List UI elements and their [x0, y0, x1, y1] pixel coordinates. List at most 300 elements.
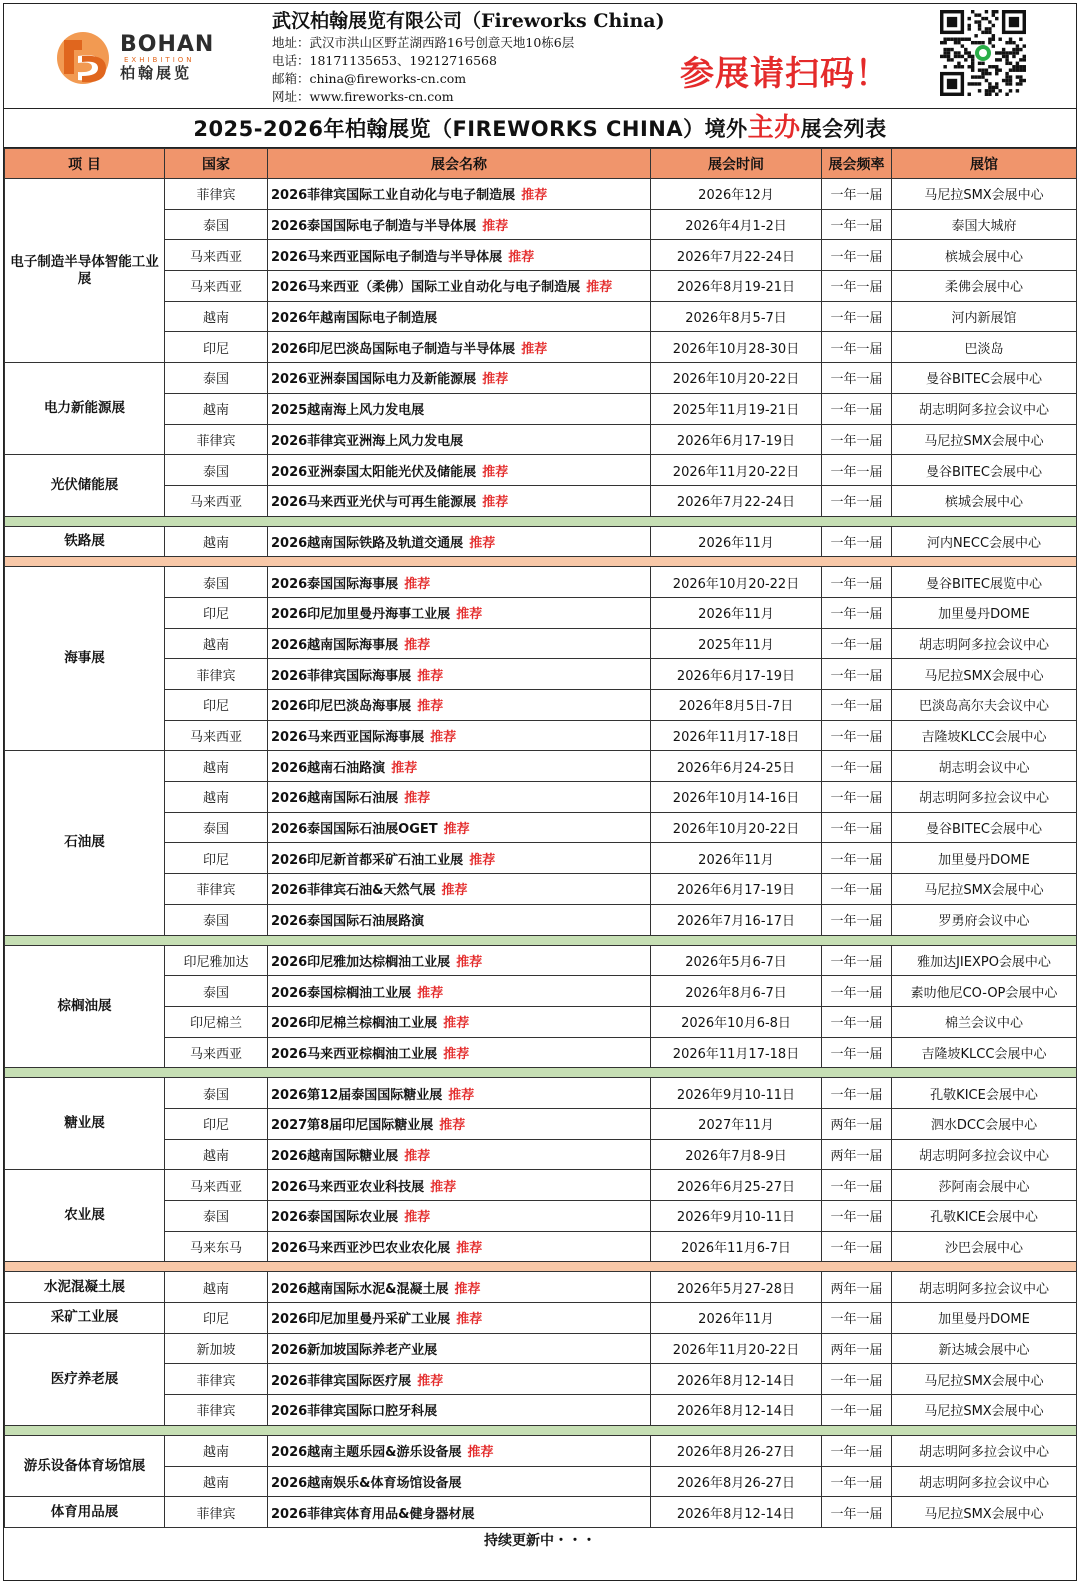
recommend-badge: 推荐 — [482, 495, 509, 511]
category-cell: 农业展 — [5, 1170, 165, 1262]
recommend-badge: 推荐 — [443, 822, 470, 838]
table-body — [5, 179, 1077, 1528]
exhibition-name-cell — [268, 1466, 651, 1497]
category-cell: 棕榈油展 — [5, 945, 165, 1068]
venue-cell: 曼谷BITEC会展中心 — [892, 455, 1077, 486]
exhibition-name-cell — [268, 271, 651, 302]
table-row — [5, 1435, 1077, 1466]
category-cell: 铁路展 — [5, 526, 165, 557]
venue-cell: 曼谷BITEC会展中心 — [892, 812, 1077, 843]
column-header-category: 项 目 — [5, 149, 165, 179]
frequency-cell: 一年一届 — [822, 945, 892, 976]
exhibition-name-cell — [268, 1364, 651, 1395]
recommend-badge: 推荐 — [456, 954, 483, 970]
frequency-cell: 一年一届 — [822, 1231, 892, 1262]
table-header-row — [5, 149, 1077, 179]
table-row — [5, 1108, 1077, 1139]
category-cell: 医疗养老展 — [5, 1333, 165, 1425]
category-cell: 采矿工业展 — [5, 1303, 165, 1334]
exhibition-name-cell — [268, 1497, 651, 1528]
exhibition-name-cell — [268, 690, 651, 721]
country-cell: 印尼棉兰 — [165, 1006, 268, 1037]
date-cell: 2026年8月5日-7日 — [651, 690, 822, 721]
frequency-cell: 一年一届 — [822, 485, 892, 516]
frequency-cell: 两年一届 — [822, 1108, 892, 1139]
table-row — [5, 332, 1077, 363]
exhibition-name-cell — [268, 976, 651, 1007]
venue-cell: 胡志明阿多拉会议中心 — [892, 628, 1077, 659]
recommend-badge: 推荐 — [482, 464, 509, 480]
column-header-frequency: 展会频率 — [822, 149, 892, 179]
exhibition-table — [4, 148, 1077, 1528]
exhibition-name-cell — [268, 1395, 651, 1426]
frequency-cell: 一年一届 — [822, 393, 892, 424]
country-cell: 马来东马 — [165, 1231, 268, 1262]
date-cell: 2026年7月8-9日 — [651, 1139, 822, 1170]
country-cell: 越南 — [165, 751, 268, 782]
date-cell: 2026年10月20-22日 — [651, 812, 822, 843]
column-header-date: 展会时间 — [651, 149, 822, 179]
date-cell: 2026年4月1-2日 — [651, 209, 822, 240]
table-row — [5, 301, 1077, 332]
date-cell: 2026年8月19-21日 — [651, 271, 822, 302]
venue-cell: 罗勇府会议中心 — [892, 904, 1077, 935]
country-cell: 印尼 — [165, 1108, 268, 1139]
country-cell: 印尼 — [165, 1303, 268, 1334]
venue-cell: 马尼拉SMX会展中心 — [892, 1497, 1077, 1528]
date-cell: 2025年11月19-21日 — [651, 393, 822, 424]
section-divider — [5, 935, 1077, 945]
table-row — [5, 485, 1077, 516]
exhibition-name: 2026亚洲泰国太阳能光伏及储能展 — [271, 464, 477, 480]
recommend-badge: 推荐 — [430, 1179, 457, 1195]
logo-english-name: BOHAN — [120, 32, 215, 57]
date-cell: 2026年7月22-24日 — [651, 485, 822, 516]
country-cell: 泰国 — [165, 812, 268, 843]
exhibition-name-cell — [268, 424, 651, 455]
date-cell: 2026年6月25-27日 — [651, 1170, 822, 1201]
category-cell: 体育用品展 — [5, 1497, 165, 1528]
country-cell: 泰国 — [165, 209, 268, 240]
category-cell: 石油展 — [5, 751, 165, 935]
table-row — [5, 690, 1077, 721]
date-cell: 2026年5月27-28日 — [651, 1272, 822, 1303]
table-row — [5, 782, 1077, 813]
venue-cell: 棉兰会议中心 — [892, 1006, 1077, 1037]
section-divider-cell — [5, 516, 1077, 526]
date-cell: 2027年11月 — [651, 1108, 822, 1139]
frequency-cell: 一年一届 — [822, 1466, 892, 1497]
category-cell: 水泥混凝土展 — [5, 1272, 165, 1303]
country-cell: 马来西亚 — [165, 1037, 268, 1068]
date-cell: 2026年11月 — [651, 843, 822, 874]
country-cell: 泰国 — [165, 567, 268, 598]
recommend-badge: 推荐 — [430, 730, 457, 746]
exhibition-name: 2026马来西亚国际电子制造与半导体展 — [271, 249, 503, 265]
frequency-cell: 一年一届 — [822, 976, 892, 1007]
table-row — [5, 843, 1077, 874]
table-row — [5, 1078, 1077, 1109]
exhibition-name: 2026越南国际海事展 — [271, 637, 399, 653]
date-cell: 2026年10月20-22日 — [651, 363, 822, 394]
exhibition-name-cell — [268, 1170, 651, 1201]
country-cell: 泰国 — [165, 976, 268, 1007]
table-row — [5, 240, 1077, 271]
date-cell: 2026年10月14-16日 — [651, 782, 822, 813]
category-cell: 光伏储能展 — [5, 455, 165, 516]
frequency-cell: 一年一届 — [822, 1303, 892, 1334]
exhibition-name: 2026菲律宾石油&天然气展 — [271, 883, 436, 899]
table-row — [5, 1006, 1077, 1037]
date-cell: 2026年8月26-27日 — [651, 1466, 822, 1497]
recommend-badge: 推荐 — [456, 607, 483, 623]
recommend-badge: 推荐 — [404, 637, 431, 653]
table-row — [5, 751, 1077, 782]
frequency-cell: 一年一届 — [822, 567, 892, 598]
table-row — [5, 1231, 1077, 1262]
section-divider — [5, 1262, 1077, 1272]
exhibition-name-cell — [268, 526, 651, 557]
exhibition-name-cell — [268, 720, 651, 751]
frequency-cell: 一年一届 — [822, 271, 892, 302]
date-cell: 2026年6月24-25日 — [651, 751, 822, 782]
company-info — [272, 8, 732, 106]
company-address: 地址：武汉市洪山区野芷湖西路16号创意天地10栋6层 — [272, 35, 575, 50]
date-cell: 2025年11月 — [651, 628, 822, 659]
country-cell: 菲律宾 — [165, 1395, 268, 1426]
exhibition-name: 2026马来西亚沙巴农业农化展 — [271, 1241, 451, 1257]
frequency-cell: 一年一届 — [822, 812, 892, 843]
table-row — [5, 904, 1077, 935]
country-cell: 越南 — [165, 1139, 268, 1170]
frequency-cell: 一年一届 — [822, 1395, 892, 1426]
venue-cell: 新达城会展中心 — [892, 1333, 1077, 1364]
section-divider — [5, 557, 1077, 567]
table-row — [5, 1466, 1077, 1497]
table-row — [5, 1364, 1077, 1395]
date-cell: 2026年11月 — [651, 1303, 822, 1334]
venue-cell: 沙巴会展中心 — [892, 1231, 1077, 1262]
frequency-cell: 一年一届 — [822, 1435, 892, 1466]
table-row — [5, 1497, 1077, 1528]
country-cell: 菲律宾 — [165, 179, 268, 210]
venue-cell: 马尼拉SMX会展中心 — [892, 874, 1077, 905]
column-header-country: 国家 — [165, 149, 268, 179]
exhibition-list-page — [3, 3, 1077, 1581]
recommend-badge: 推荐 — [404, 576, 431, 592]
country-cell: 印尼 — [165, 332, 268, 363]
recommend-badge: 推荐 — [439, 1118, 466, 1134]
date-cell: 2026年9月10-11日 — [651, 1201, 822, 1232]
frequency-cell: 一年一届 — [822, 720, 892, 751]
venue-cell: 吉隆坡KLCC会展中心 — [892, 1037, 1077, 1068]
recommend-badge: 推荐 — [441, 883, 468, 899]
exhibition-name: 2026亚洲泰国国际电力及新能源展 — [271, 372, 477, 388]
venue-cell: 河内新展馆 — [892, 301, 1077, 332]
recommend-badge: 推荐 — [417, 699, 444, 715]
exhibition-name: 2026菲律宾国际海事展 — [271, 668, 412, 684]
date-cell: 2026年8月12-14日 — [651, 1364, 822, 1395]
venue-cell: 马尼拉SMX会展中心 — [892, 659, 1077, 690]
table-row — [5, 720, 1077, 751]
frequency-cell: 一年一届 — [822, 526, 892, 557]
recommend-badge: 推荐 — [482, 219, 509, 235]
exhibition-name-cell — [268, 1272, 651, 1303]
exhibition-name: 2026泰国国际农业展 — [271, 1210, 399, 1226]
country-cell: 越南 — [165, 1466, 268, 1497]
frequency-cell: 一年一届 — [822, 455, 892, 486]
venue-cell: 胡志明阿多拉会议中心 — [892, 393, 1077, 424]
exhibition-name: 2026越南主题乐园&游乐设备展 — [271, 1445, 462, 1461]
company-website[interactable]: 网址：www.fireworks-cn.com — [272, 89, 454, 104]
exhibition-name: 2026年越南国际电子制造展 — [271, 311, 438, 327]
table-row — [5, 659, 1077, 690]
exhibition-name: 2026泰国国际石油展路演 — [271, 914, 425, 930]
exhibition-name-cell — [268, 1139, 651, 1170]
date-cell: 2026年8月6-7日 — [651, 976, 822, 1007]
document-title — [4, 109, 1076, 148]
company-email[interactable]: 邮箱：china@fireworks-cn.com — [272, 71, 467, 86]
recommend-badge: 推荐 — [469, 535, 496, 551]
date-cell: 2026年6月17-19日 — [651, 424, 822, 455]
exhibition-name: 2026第12届泰国国际糖业展 — [271, 1087, 443, 1103]
country-cell: 越南 — [165, 393, 268, 424]
exhibition-name: 2026印尼棉兰棕榈油工业展 — [271, 1016, 438, 1032]
frequency-cell: 一年一届 — [822, 1037, 892, 1068]
venue-cell: 加里曼丹DOME — [892, 1303, 1077, 1334]
footer-note: 持续更新中・・・ — [484, 1532, 596, 1549]
section-divider-cell — [5, 557, 1077, 567]
frequency-cell: 两年一届 — [822, 1272, 892, 1303]
venue-cell: 胡志明阿多拉会议中心 — [892, 782, 1077, 813]
exhibition-name: 2026越南国际水泥&混凝土展 — [271, 1281, 449, 1297]
frequency-cell: 一年一届 — [822, 209, 892, 240]
recommend-badge: 推荐 — [417, 1373, 444, 1389]
frequency-cell: 一年一届 — [822, 1078, 892, 1109]
frequency-cell: 一年一届 — [822, 1201, 892, 1232]
country-cell: 越南 — [165, 782, 268, 813]
table-row — [5, 271, 1077, 302]
country-cell: 新加坡 — [165, 1333, 268, 1364]
venue-cell: 巴淡岛 — [892, 332, 1077, 363]
table-row — [5, 976, 1077, 1007]
exhibition-name-cell — [268, 567, 651, 598]
venue-cell: 胡志明阿多拉会议中心 — [892, 1272, 1077, 1303]
country-cell: 越南 — [165, 526, 268, 557]
exhibition-name-cell — [268, 812, 651, 843]
exhibition-name-cell — [268, 1006, 651, 1037]
venue-cell: 雅加达JIEXPO会展中心 — [892, 945, 1077, 976]
country-cell: 菲律宾 — [165, 1497, 268, 1528]
venue-cell: 马尼拉SMX会展中心 — [892, 1395, 1077, 1426]
venue-cell: 马尼拉SMX会展中心 — [892, 179, 1077, 210]
country-cell: 马来西亚 — [165, 1170, 268, 1201]
venue-cell: 槟城会展中心 — [892, 240, 1077, 271]
title-suffix: 展会列表 — [800, 117, 887, 141]
table-row — [5, 874, 1077, 905]
country-cell: 泰国 — [165, 904, 268, 935]
frequency-cell: 一年一届 — [822, 1170, 892, 1201]
exhibition-name: 2027第8届印尼国际糖业展 — [271, 1118, 434, 1134]
exhibition-name: 2026菲律宾亚洲海上风力发电展 — [271, 433, 464, 449]
venue-cell: 加里曼丹DOME — [892, 597, 1077, 628]
frequency-cell: 一年一届 — [822, 179, 892, 210]
recommend-badge: 推荐 — [448, 1087, 475, 1103]
title-highlight: 主办 — [747, 113, 801, 143]
table-row — [5, 363, 1077, 394]
venue-cell: 莎阿南会展中心 — [892, 1170, 1077, 1201]
exhibition-name: 2026印尼新首都采矿石油工业展 — [271, 852, 464, 868]
venue-cell: 马尼拉SMX会展中心 — [892, 1364, 1077, 1395]
section-divider-cell — [5, 1262, 1077, 1272]
scan-prompt: 参展请扫码！ — [680, 54, 890, 94]
table-row — [5, 1139, 1077, 1170]
exhibition-name: 2026菲律宾国际工业自动化与电子制造展 — [271, 188, 516, 204]
country-cell: 菲律宾 — [165, 874, 268, 905]
country-cell: 越南 — [165, 628, 268, 659]
country-cell: 马来西亚 — [165, 720, 268, 751]
qr-code-icon[interactable] — [940, 10, 1026, 96]
date-cell: 2026年6月17-19日 — [651, 659, 822, 690]
frequency-cell: 一年一届 — [822, 1497, 892, 1528]
exhibition-name: 2026马来西亚农业科技展 — [271, 1179, 425, 1195]
country-cell: 马来西亚 — [165, 271, 268, 302]
country-cell: 越南 — [165, 301, 268, 332]
venue-cell: 孔敬KICE会展中心 — [892, 1078, 1077, 1109]
frequency-cell: 一年一届 — [822, 332, 892, 363]
venue-cell: 曼谷BITEC展览中心 — [892, 567, 1077, 598]
frequency-cell: 一年一届 — [822, 659, 892, 690]
exhibition-name-cell — [268, 904, 651, 935]
exhibition-name-cell — [268, 782, 651, 813]
exhibition-name-cell — [268, 301, 651, 332]
frequency-cell: 一年一届 — [822, 240, 892, 271]
exhibition-name-cell — [268, 1333, 651, 1364]
frequency-cell: 两年一届 — [822, 1333, 892, 1364]
exhibition-name: 2026菲律宾国际口腔牙科展 — [271, 1404, 438, 1420]
table-row — [5, 945, 1077, 976]
venue-cell: 河内NECC会展中心 — [892, 526, 1077, 557]
frequency-cell: 一年一届 — [822, 363, 892, 394]
exhibition-name: 2025越南海上风力发电展 — [271, 403, 425, 419]
exhibition-name: 2026新加坡国际养老产业展 — [271, 1343, 438, 1359]
recommend-badge: 推荐 — [586, 280, 613, 296]
venue-cell: 吉隆坡KLCC会展中心 — [892, 720, 1077, 751]
country-cell: 菲律宾 — [165, 1364, 268, 1395]
logo-english-subtitle: EXHIBITION — [124, 56, 195, 64]
venue-cell: 巴淡岛高尔夫会议中心 — [892, 690, 1077, 721]
frequency-cell: 一年一届 — [822, 751, 892, 782]
exhibition-name: 2026泰国国际海事展 — [271, 576, 399, 592]
date-cell: 2026年5月6-7日 — [651, 945, 822, 976]
recommend-badge: 推荐 — [443, 1046, 470, 1062]
table-row — [5, 1170, 1077, 1201]
exhibition-name-cell — [268, 179, 651, 210]
exhibition-name: 2026越南娱乐&体育场馆设备展 — [271, 1475, 462, 1491]
section-divider — [5, 1068, 1077, 1078]
recommend-badge: 推荐 — [417, 985, 444, 1001]
country-cell: 马来西亚 — [165, 240, 268, 271]
exhibition-name: 2026马来西亚国际海事展 — [271, 730, 425, 746]
table-row — [5, 1272, 1077, 1303]
section-divider-cell — [5, 1068, 1077, 1078]
exhibition-name: 2026马来西亚（柔佛）国际工业自动化与电子制造展 — [271, 280, 581, 296]
country-cell: 印尼 — [165, 597, 268, 628]
exhibition-name-cell — [268, 659, 651, 690]
frequency-cell: 一年一届 — [822, 874, 892, 905]
country-cell: 泰国 — [165, 1201, 268, 1232]
country-cell: 菲律宾 — [165, 424, 268, 455]
table-row — [5, 1303, 1077, 1334]
table-row — [5, 567, 1077, 598]
table-row — [5, 1395, 1077, 1426]
exhibition-name-cell — [268, 945, 651, 976]
category-cell: 电力新能源展 — [5, 363, 165, 455]
venue-cell: 槟城会展中心 — [892, 485, 1077, 516]
frequency-cell: 一年一届 — [822, 782, 892, 813]
country-cell: 泰国 — [165, 455, 268, 486]
venue-cell: 马尼拉SMX会展中心 — [892, 424, 1077, 455]
date-cell: 2026年10月28-30日 — [651, 332, 822, 363]
recommend-badge: 推荐 — [521, 188, 548, 204]
exhibition-name: 2026越南国际石油展 — [271, 791, 399, 807]
frequency-cell: 一年一届 — [822, 690, 892, 721]
country-cell: 越南 — [165, 1435, 268, 1466]
date-cell: 2026年10月20-22日 — [651, 567, 822, 598]
recommend-badge: 推荐 — [454, 1281, 481, 1297]
venue-cell: 曼谷BITEC会展中心 — [892, 363, 1077, 394]
venue-cell: 胡志明阿多拉会议中心 — [892, 1435, 1077, 1466]
table-row — [5, 1333, 1077, 1364]
title-prefix: 2025-2026年柏翰展览（FIREWORKS CHINA）境外 — [193, 117, 748, 141]
venue-cell: 素叻他尼CO-OP会展中心 — [892, 976, 1077, 1007]
date-cell: 2026年11月20-22日 — [651, 1333, 822, 1364]
venue-cell: 泗水DCC会展中心 — [892, 1108, 1077, 1139]
date-cell: 2026年12月 — [651, 179, 822, 210]
exhibition-name: 2026印尼雅加达棕榈油工业展 — [271, 954, 451, 970]
table-row — [5, 628, 1077, 659]
recommend-badge: 推荐 — [521, 341, 548, 357]
table-row — [5, 455, 1077, 486]
exhibition-name: 2026马来西亚光伏与可再生能源展 — [271, 495, 477, 511]
exhibition-name: 2026泰国棕榈油工业展 — [271, 985, 412, 1001]
date-cell: 2026年7月16-17日 — [651, 904, 822, 935]
venue-cell: 胡志明阿多拉会议中心 — [892, 1466, 1077, 1497]
section-divider-cell — [5, 935, 1077, 945]
table-row — [5, 597, 1077, 628]
exhibition-name-cell — [268, 843, 651, 874]
country-cell: 菲律宾 — [165, 659, 268, 690]
category-cell: 海事展 — [5, 567, 165, 751]
exhibition-name-cell — [268, 1201, 651, 1232]
logo-chinese-name: 柏翰展览 — [120, 64, 193, 82]
column-header-venue: 展馆 — [892, 149, 1077, 179]
frequency-cell: 一年一届 — [822, 424, 892, 455]
table-row — [5, 1037, 1077, 1068]
exhibition-name-cell — [268, 874, 651, 905]
date-cell: 2026年8月12-14日 — [651, 1395, 822, 1426]
recommend-badge: 推荐 — [482, 372, 509, 388]
exhibition-name-cell — [268, 485, 651, 516]
recommend-badge: 推荐 — [456, 1312, 483, 1328]
exhibition-name: 2026马来西亚棕榈油工业展 — [271, 1046, 438, 1062]
frequency-cell: 一年一届 — [822, 628, 892, 659]
recommend-badge: 推荐 — [404, 1148, 431, 1164]
date-cell: 2026年11月17-18日 — [651, 720, 822, 751]
exhibition-name: 2026越南石油路演 — [271, 760, 386, 776]
country-cell: 泰国 — [165, 363, 268, 394]
recommend-badge: 推荐 — [443, 1016, 470, 1032]
